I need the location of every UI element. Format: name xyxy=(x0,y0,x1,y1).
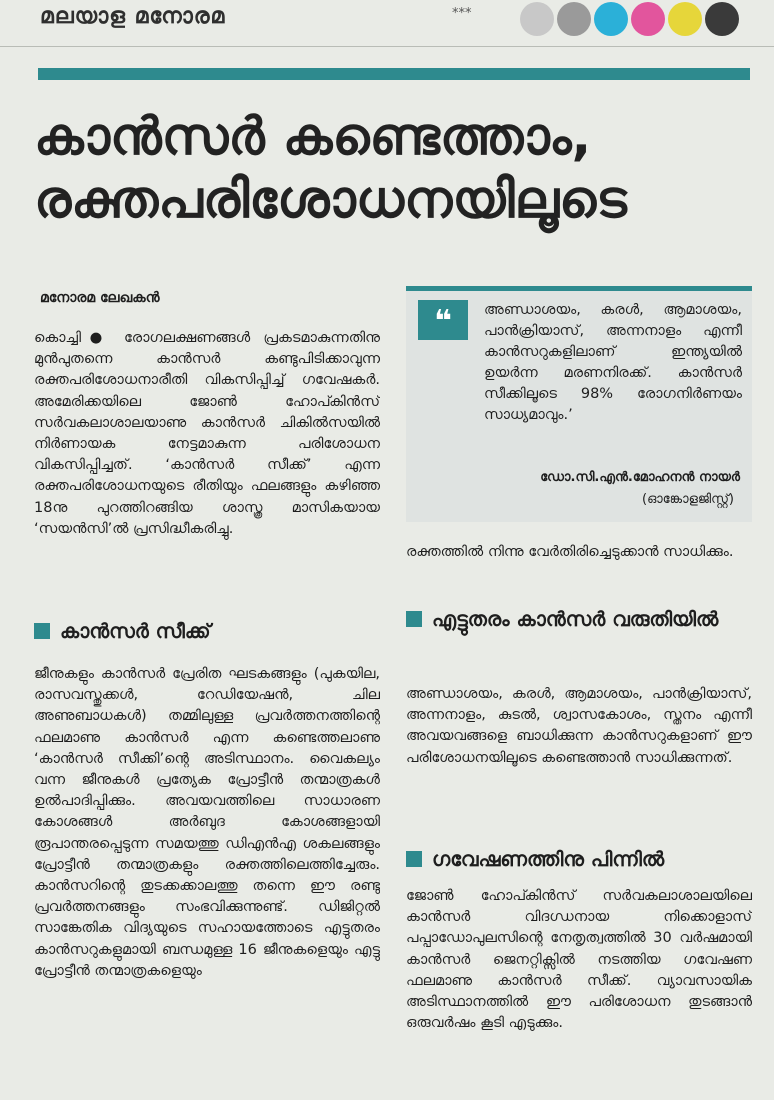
swatch-yellow xyxy=(668,2,702,36)
headline-line-1: കാൻസർ കണ്ടെത്താം, xyxy=(34,107,592,167)
section-heading-research xyxy=(406,846,664,872)
section-heading-eight-cancers xyxy=(406,606,752,632)
print-color-swatches xyxy=(520,2,742,36)
swatch-gray xyxy=(557,2,591,36)
pull-quote xyxy=(406,286,752,522)
swatch-magenta xyxy=(631,2,665,36)
section-marker-icon xyxy=(34,623,50,639)
section-marker-icon xyxy=(406,851,422,867)
pull-quote-text: അണ്ഡാശയം, കരൾ, ആമാശയം, പാൻക്രിയാസ്, അന്നനാളം എന്നീ കാൻസറുകളിലാണ് ഇന്ത്യയിൽ ഉയർന്ന മരണനിരക്ക്. കാൻസർ സീക്കിലൂടെ 98% രോഗനിർണയം സാധ്യമാവും.’ xyxy=(484,302,742,423)
section-heading-text: എട്ടുതരം കാൻസർ വരുതിയിൽ xyxy=(432,607,719,631)
section-body-cancer-seek: ജീനുകളും കാൻസർ പ്രേരിത ഘടകങ്ങളും (പുകയില, രാസവസ്തുക്കൾ, റേഡിയേഷൻ, ചില അണുബാധകൾ) തമ്മിലുള്ള പ്രവർത്തനത്തിന്റെ ഫലമാണു കാൻസർ എന്ന കണ്ടെത്തലാണു ‘കാൻസർ സീക്കി’ന്റെ അടിസ്ഥാനം. വൈകല്യം വന്ന ജീനുകൾ പ്രത്യേക പ്രോട്ടീൻ തന്മാത്രകൾ ഉൽപാദിപ്പിക്കും. അവയവത്തിലെ സാധാരണ കോശങ്ങൾ അർബുദ കോശങ്ങളായി രൂപാന്തരപ്പെടുന്ന സമയത്തു ഡിഎൻഎ ശകലങ്ങളും പ്രോട്ടീൻ തന്മാത്രകളും രക്തത്തിലെത്തിച്ചേരും. കാൻസറിന്റെ തുടക്കക്കാലത്തു തന്നെ ഈ രണ്ടു പ്രവർത്തനങ്ങളും സംഭവിക്കുന്നുണ്ട്. ഡിജിറ്റൽ സാങ്കേതിക വിദ്യയുടെ സഹായത്തോടെ എട്ടുതരം കാൻസറുകളുമായി ബന്ധമുള്ള 16 ജീനുകളെയും എട്ടു പ്രോട്ടീൻ തന്മാത്രകളെയും xyxy=(34,666,380,979)
pull-quote-author: ഡോ.സി.എൻ.മോഹനൻ നായർ xyxy=(540,470,740,485)
pull-quote-role: (ഓങ്കോളജിസ്റ്റ്) xyxy=(642,492,734,507)
swatch-black xyxy=(705,2,739,36)
swatch-light-gray xyxy=(520,2,554,36)
byline: മനോരമ ലേഖകൻ xyxy=(40,290,160,306)
section-heading-text: കാൻസർ സീക്ക് xyxy=(60,619,211,643)
section-accent-bar xyxy=(38,68,750,80)
section-body-research: ജോൺ ഹോപ്കിൻസ് സർവകലാശാലയിലെ കാൻസർ വിദഗ്ധനായ നിക്കൊളാസ് പപ്പാഡോപുലസിന്റെ നേതൃത്വത്തിൽ 30 വർഷമായി കാൻസർ ജെനറ്റിക്സിൽ നടത്തിയ ഗവേഷണ ഫലമാണു കാൻസർ സീക്ക്. വ്യാവസായിക അടിസ്ഥാനത്തിൽ ഈ പരിശോധന തുടങ്ങാൻ ഒരുവർഷം കൂടി എടുക്കും. xyxy=(406,888,752,1032)
continued-paragraph: രക്തത്തിൽ നിന്നു വേർതിരിച്ചെടുക്കാൻ സാധിക്കും. xyxy=(406,544,734,560)
intro-paragraph: കൊച്ചി● രോഗലക്ഷണങ്ങൾ പ്രകടമാകുന്നതിനു മുൻപുതന്നെ കാൻസർ കണ്ടുപിടിക്കാവുന്ന രക്തപരിശോധനാരീതി വികസിപ്പിച്ച് ഗവേഷകർ. അമേരിക്കയിലെ ജോൺ ഹോപ്കിൻസ് സർവകലാശാലയാണു കാൻസർ ചികിൽസയിൽ നിർണായക നേട്ടമാകുന്ന പരിശോധന വികസിപ്പിച്ചത്. ‘കാൻസർ സീക്ക്’ എന്ന രക്തപരിശോധനയുടെ രീതിയും ഫലങ്ങളും കഴിഞ്ഞ 18നു പുറത്തിറങ്ങിയ ശാസ്ത്ര മാസികയായ ‘സയൻസി’ൽ പ്രസിദ്ധീകരിച്ചു. xyxy=(34,330,380,537)
section-heading-text: ഗവേഷണത്തിനു പിന്നിൽ xyxy=(432,847,665,871)
edition-stars: *** xyxy=(452,6,472,21)
newspaper-logo: മലയാള മനോരമ xyxy=(40,4,226,29)
pull-quote-accent xyxy=(406,286,752,291)
section-heading-cancer-seek xyxy=(34,618,211,644)
masthead xyxy=(0,0,774,47)
article-headline xyxy=(34,106,754,233)
quote-mark-icon: ❝ xyxy=(418,300,468,340)
section-body-eight-cancers: അണ്ഡാശയം, കരൾ, ആമാശയം, പാൻക്രിയാസ്, അന്നനാളം, കുടൽ, ശ്വാസകോശം, സ്തനം എന്നീ അവയവങ്ങളെ ബാധിക്കുന്ന കാൻസറുകളാണ് ഈ പരിശോധനയിലൂടെ കണ്ടെത്താൻ സാധിക്കുന്നത്. xyxy=(406,686,752,766)
section-marker-icon xyxy=(406,611,422,627)
headline-line-2: രക്തപരിശോധനയിലൂടെ xyxy=(34,170,627,231)
swatch-cyan xyxy=(594,2,628,36)
